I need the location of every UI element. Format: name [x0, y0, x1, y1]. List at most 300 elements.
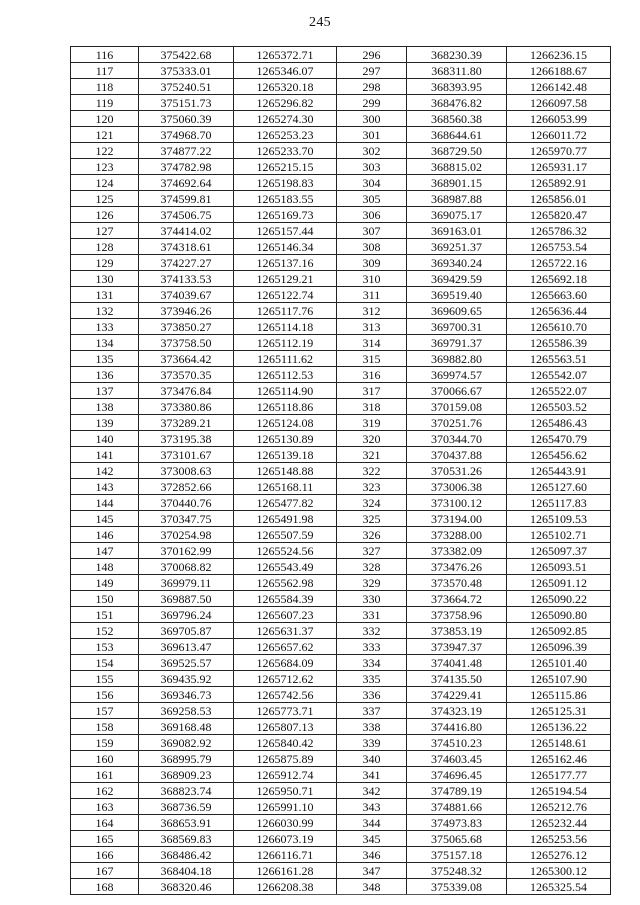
- table-cell-y-coordinate-left: 1265712.62: [234, 671, 337, 687]
- table-row: [71, 127, 611, 143]
- table-cell-point-number-right: 309: [337, 255, 407, 271]
- table-cell-y-coordinate-right: 1265177.77: [507, 767, 611, 783]
- table-cell-y-coordinate-right: 1265563.51: [507, 351, 611, 367]
- table-cell-point-number-left: 116: [71, 47, 139, 63]
- table-row: [71, 111, 611, 127]
- page-number: 245: [309, 15, 331, 30]
- table-cell-y-coordinate-right: 1265503.52: [507, 399, 611, 415]
- table-cell-point-number-right: 324: [337, 495, 407, 511]
- table-row: [71, 463, 611, 479]
- table-cell-y-coordinate-left: 1265477.82: [234, 495, 337, 511]
- table-cell-point-number-left: 121: [71, 127, 139, 143]
- table-cell-point-number-left: 120: [71, 111, 139, 127]
- table-cell-point-number-right: 317: [337, 383, 407, 399]
- table-cell-y-coordinate-left: 1265114.90: [234, 383, 337, 399]
- table-cell-point-number-left: 161: [71, 767, 139, 783]
- table-cell-x-coordinate-right: 375248.32: [407, 863, 507, 879]
- table-cell-y-coordinate-left: 1265491.98: [234, 511, 337, 527]
- table-cell-y-coordinate-left: 1265875.89: [234, 751, 337, 767]
- table-cell-x-coordinate-left: 369796.24: [139, 607, 234, 623]
- table-cell-point-number-left: 143: [71, 479, 139, 495]
- table-cell-y-coordinate-right: 1265663.60: [507, 287, 611, 303]
- table-cell-y-coordinate-right: 1265692.18: [507, 271, 611, 287]
- table-cell-x-coordinate-left: 373570.35: [139, 367, 234, 383]
- table-cell-x-coordinate-right: 370437.88: [407, 447, 507, 463]
- table-cell-y-coordinate-right: 1265093.51: [507, 559, 611, 575]
- table-cell-x-coordinate-left: 374506.75: [139, 207, 234, 223]
- table-cell-y-coordinate-left: 1265684.09: [234, 655, 337, 671]
- table-cell-x-coordinate-left: 373195.38: [139, 431, 234, 447]
- table-cell-x-coordinate-left: 374599.81: [139, 191, 234, 207]
- table-cell-y-coordinate-right: 1266188.67: [507, 63, 611, 79]
- table-cell-y-coordinate-left: 1266073.19: [234, 831, 337, 847]
- table-cell-y-coordinate-right: 1265212.76: [507, 799, 611, 815]
- table-cell-point-number-right: 327: [337, 543, 407, 559]
- table-cell-x-coordinate-right: 374416.80: [407, 719, 507, 735]
- table-cell-x-coordinate-left: 373476.84: [139, 383, 234, 399]
- table-row: [71, 879, 611, 895]
- table-cell-point-number-left: 122: [71, 143, 139, 159]
- table-cell-point-number-left: 152: [71, 623, 139, 639]
- table-row: [71, 351, 611, 367]
- table-cell-x-coordinate-right: 373570.48: [407, 575, 507, 591]
- table-cell-point-number-left: 140: [71, 431, 139, 447]
- table-cell-point-number-left: 138: [71, 399, 139, 415]
- table-cell-x-coordinate-left: 373664.42: [139, 351, 234, 367]
- table-cell-point-number-left: 141: [71, 447, 139, 463]
- table-row: [71, 511, 611, 527]
- table-cell-y-coordinate-right: 1265470.79: [507, 431, 611, 447]
- table-cell-point-number-left: 119: [71, 95, 139, 111]
- table-cell-point-number-left: 164: [71, 815, 139, 831]
- table-cell-point-number-left: 156: [71, 687, 139, 703]
- table-cell-point-number-left: 117: [71, 63, 139, 79]
- table-cell-point-number-right: 307: [337, 223, 407, 239]
- table-cell-x-coordinate-left: 375151.73: [139, 95, 234, 111]
- table-cell-point-number-right: 345: [337, 831, 407, 847]
- table-cell-y-coordinate-right: 1265117.83: [507, 495, 611, 511]
- table-cell-point-number-left: 133: [71, 319, 139, 335]
- table-cell-y-coordinate-right: 1265856.01: [507, 191, 611, 207]
- table-cell-point-number-left: 158: [71, 719, 139, 735]
- table-row: [71, 815, 611, 831]
- table-cell-point-number-left: 144: [71, 495, 139, 511]
- table-row: [71, 831, 611, 847]
- table-row: [71, 79, 611, 95]
- table-cell-y-coordinate-left: 1266161.28: [234, 863, 337, 879]
- table-row: [71, 543, 611, 559]
- table-cell-y-coordinate-left: 1265657.62: [234, 639, 337, 655]
- table-cell-x-coordinate-right: 373853.19: [407, 623, 507, 639]
- table-cell-y-coordinate-right: 1266236.15: [507, 47, 611, 63]
- table-cell-x-coordinate-right: 374973.83: [407, 815, 507, 831]
- table-cell-y-coordinate-right: 1265127.60: [507, 479, 611, 495]
- table-cell-x-coordinate-left: 369613.47: [139, 639, 234, 655]
- table-cell-x-coordinate-right: 373288.00: [407, 527, 507, 543]
- table-cell-y-coordinate-right: 1265586.39: [507, 335, 611, 351]
- table-cell-y-coordinate-left: 1265507.59: [234, 527, 337, 543]
- table-row: [71, 335, 611, 351]
- table-cell-x-coordinate-right: 374510.23: [407, 735, 507, 751]
- table-cell-y-coordinate-right: 1265115.86: [507, 687, 611, 703]
- table-cell-y-coordinate-left: 1265807.13: [234, 719, 337, 735]
- table-cell-point-number-right: 343: [337, 799, 407, 815]
- table-row: [71, 735, 611, 751]
- table-row: [71, 63, 611, 79]
- table-cell-y-coordinate-left: 1265584.39: [234, 591, 337, 607]
- table-row: [71, 287, 611, 303]
- table-cell-y-coordinate-left: 1265112.53: [234, 367, 337, 383]
- table-cell-point-number-left: 151: [71, 607, 139, 623]
- table-cell-y-coordinate-right: 1265148.61: [507, 735, 611, 751]
- table-cell-x-coordinate-left: 368486.42: [139, 847, 234, 863]
- table-cell-x-coordinate-left: 373289.21: [139, 415, 234, 431]
- table-cell-y-coordinate-left: 1265912.74: [234, 767, 337, 783]
- table-cell-y-coordinate-left: 1265296.82: [234, 95, 337, 111]
- table-cell-x-coordinate-left: 370347.75: [139, 511, 234, 527]
- table-cell-y-coordinate-left: 1265524.56: [234, 543, 337, 559]
- table-cell-y-coordinate-right: 1265097.37: [507, 543, 611, 559]
- table-cell-point-number-left: 165: [71, 831, 139, 847]
- table-cell-x-coordinate-left: 374877.22: [139, 143, 234, 159]
- table-cell-y-coordinate-left: 1265215.15: [234, 159, 337, 175]
- table-cell-point-number-left: 135: [71, 351, 139, 367]
- table-cell-x-coordinate-left: 374039.67: [139, 287, 234, 303]
- table-cell-y-coordinate-left: 1265129.21: [234, 271, 337, 287]
- table-cell-point-number-left: 147: [71, 543, 139, 559]
- table-cell-x-coordinate-right: 370066.67: [407, 383, 507, 399]
- table-cell-y-coordinate-left: 1265346.07: [234, 63, 337, 79]
- table-cell-point-number-right: 315: [337, 351, 407, 367]
- table-row: [71, 191, 611, 207]
- table-cell-point-number-right: 333: [337, 639, 407, 655]
- table-cell-x-coordinate-left: 373380.86: [139, 399, 234, 415]
- table-cell-point-number-left: 168: [71, 879, 139, 895]
- table-cell-x-coordinate-right: 373006.38: [407, 479, 507, 495]
- table-cell-x-coordinate-left: 370068.82: [139, 559, 234, 575]
- table-cell-y-coordinate-right: 1265107.90: [507, 671, 611, 687]
- table-row: [71, 303, 611, 319]
- table-cell-y-coordinate-right: 1265125.31: [507, 703, 611, 719]
- table-cell-point-number-right: 314: [337, 335, 407, 351]
- table-cell-point-number-right: 348: [337, 879, 407, 895]
- table-cell-point-number-left: 148: [71, 559, 139, 575]
- table-cell-point-number-right: 312: [337, 303, 407, 319]
- table-row: [71, 239, 611, 255]
- table-cell-y-coordinate-left: 1265950.71: [234, 783, 337, 799]
- table-cell-y-coordinate-left: 1265198.83: [234, 175, 337, 191]
- table-cell-x-coordinate-left: 374968.70: [139, 127, 234, 143]
- table-cell-y-coordinate-left: 1265991.10: [234, 799, 337, 815]
- table-cell-x-coordinate-right: 374696.45: [407, 767, 507, 783]
- table-cell-point-number-left: 149: [71, 575, 139, 591]
- table-cell-point-number-left: 136: [71, 367, 139, 383]
- table-cell-y-coordinate-left: 1265111.62: [234, 351, 337, 367]
- table-cell-x-coordinate-left: 369168.48: [139, 719, 234, 735]
- table-cell-y-coordinate-right: 1265456.62: [507, 447, 611, 463]
- table-cell-point-number-right: 347: [337, 863, 407, 879]
- table-row: [71, 223, 611, 239]
- table-cell-y-coordinate-left: 1266116.71: [234, 847, 337, 863]
- table-cell-point-number-right: 296: [337, 47, 407, 63]
- table-cell-y-coordinate-right: 1265162.46: [507, 751, 611, 767]
- table-row: [71, 399, 611, 415]
- table-cell-y-coordinate-left: 1265137.16: [234, 255, 337, 271]
- table-cell-point-number-left: 150: [71, 591, 139, 607]
- table-cell-x-coordinate-right: 373758.96: [407, 607, 507, 623]
- table-cell-y-coordinate-left: 1265631.37: [234, 623, 337, 639]
- table-cell-x-coordinate-right: 368311.80: [407, 63, 507, 79]
- table-cell-point-number-right: 300: [337, 111, 407, 127]
- table-cell-y-coordinate-left: 1265233.70: [234, 143, 337, 159]
- table-cell-x-coordinate-left: 374133.53: [139, 271, 234, 287]
- table-row: [71, 591, 611, 607]
- table-cell-point-number-right: 303: [337, 159, 407, 175]
- table-cell-y-coordinate-right: 1265092.85: [507, 623, 611, 639]
- table-row: [71, 639, 611, 655]
- table-cell-x-coordinate-left: 374414.02: [139, 223, 234, 239]
- table-cell-point-number-right: 308: [337, 239, 407, 255]
- table-cell-x-coordinate-left: 373101.67: [139, 447, 234, 463]
- table-row: [71, 799, 611, 815]
- table-cell-x-coordinate-left: 369979.11: [139, 575, 234, 591]
- table-cell-point-number-left: 129: [71, 255, 139, 271]
- table-cell-x-coordinate-right: 374229.41: [407, 687, 507, 703]
- table-cell-point-number-right: 321: [337, 447, 407, 463]
- table-cell-x-coordinate-left: 373008.63: [139, 463, 234, 479]
- table-cell-x-coordinate-right: 370531.26: [407, 463, 507, 479]
- table-cell-y-coordinate-right: 1265091.12: [507, 575, 611, 591]
- table-cell-y-coordinate-left: 1265168.11: [234, 479, 337, 495]
- table-cell-y-coordinate-left: 1266030.99: [234, 815, 337, 831]
- table-cell-point-number-right: 330: [337, 591, 407, 607]
- coordinates-table: [70, 46, 611, 895]
- table-cell-y-coordinate-right: 1265786.32: [507, 223, 611, 239]
- table-cell-point-number-right: 332: [337, 623, 407, 639]
- table-cell-y-coordinate-right: 1265522.07: [507, 383, 611, 399]
- table-cell-point-number-right: 329: [337, 575, 407, 591]
- table-row: [71, 207, 611, 223]
- table-cell-point-number-left: 130: [71, 271, 139, 287]
- table-cell-point-number-left: 142: [71, 463, 139, 479]
- table-cell-point-number-left: 167: [71, 863, 139, 879]
- table-cell-x-coordinate-left: 368404.18: [139, 863, 234, 879]
- table-cell-x-coordinate-right: 369791.37: [407, 335, 507, 351]
- table-cell-y-coordinate-right: 1265109.53: [507, 511, 611, 527]
- table-row: [71, 159, 611, 175]
- table-cell-y-coordinate-right: 1265232.44: [507, 815, 611, 831]
- table-cell-point-number-right: 311: [337, 287, 407, 303]
- table-cell-point-number-left: 154: [71, 655, 139, 671]
- table-cell-y-coordinate-right: 1265090.80: [507, 607, 611, 623]
- table-cell-point-number-right: 302: [337, 143, 407, 159]
- table-cell-y-coordinate-right: 1265722.16: [507, 255, 611, 271]
- table-cell-point-number-right: 340: [337, 751, 407, 767]
- coordinates-table-body: [71, 47, 611, 895]
- table-row: [71, 863, 611, 879]
- table-row: [71, 719, 611, 735]
- table-cell-point-number-right: 344: [337, 815, 407, 831]
- table-row: [71, 319, 611, 335]
- table-cell-x-coordinate-left: 368653.91: [139, 815, 234, 831]
- table-cell-x-coordinate-left: 372852.66: [139, 479, 234, 495]
- table-cell-x-coordinate-right: 369609.65: [407, 303, 507, 319]
- table-row: [71, 431, 611, 447]
- table-cell-y-coordinate-right: 1265300.12: [507, 863, 611, 879]
- table-cell-y-coordinate-right: 1265931.17: [507, 159, 611, 175]
- table-row: [71, 623, 611, 639]
- table-cell-y-coordinate-left: 1265607.23: [234, 607, 337, 623]
- table-cell-y-coordinate-left: 1265146.34: [234, 239, 337, 255]
- table-cell-y-coordinate-left: 1265562.98: [234, 575, 337, 591]
- table-cell-x-coordinate-left: 370254.98: [139, 527, 234, 543]
- table-row: [71, 271, 611, 287]
- table-cell-y-coordinate-right: 1265253.56: [507, 831, 611, 847]
- table-row: [71, 47, 611, 63]
- table-row: [71, 95, 611, 111]
- table-cell-x-coordinate-right: 373194.00: [407, 511, 507, 527]
- table-cell-y-coordinate-left: 1265742.56: [234, 687, 337, 703]
- table-cell-x-coordinate-right: 368729.50: [407, 143, 507, 159]
- table-cell-y-coordinate-right: 1265101.40: [507, 655, 611, 671]
- table-cell-x-coordinate-right: 373476.26: [407, 559, 507, 575]
- table-cell-x-coordinate-right: 369974.57: [407, 367, 507, 383]
- table-row: [71, 751, 611, 767]
- table-cell-x-coordinate-right: 369519.40: [407, 287, 507, 303]
- table-cell-y-coordinate-right: 1265102.71: [507, 527, 611, 543]
- table-cell-point-number-right: 338: [337, 719, 407, 735]
- table-cell-y-coordinate-left: 1265253.23: [234, 127, 337, 143]
- table-cell-x-coordinate-left: 368823.74: [139, 783, 234, 799]
- table-cell-point-number-right: 319: [337, 415, 407, 431]
- table-cell-point-number-left: 118: [71, 79, 139, 95]
- table-cell-point-number-left: 157: [71, 703, 139, 719]
- table-cell-x-coordinate-left: 369082.92: [139, 735, 234, 751]
- table-row: [71, 255, 611, 271]
- table-cell-y-coordinate-left: 1265148.88: [234, 463, 337, 479]
- table-cell-x-coordinate-left: 368995.79: [139, 751, 234, 767]
- table-cell-point-number-right: 325: [337, 511, 407, 527]
- table-cell-x-coordinate-left: 374318.61: [139, 239, 234, 255]
- table-cell-point-number-left: 123: [71, 159, 139, 175]
- table-cell-y-coordinate-left: 1266208.38: [234, 879, 337, 895]
- table-cell-point-number-right: 346: [337, 847, 407, 863]
- table-cell-x-coordinate-left: 370162.99: [139, 543, 234, 559]
- table-row: [71, 175, 611, 191]
- table-cell-point-number-left: 126: [71, 207, 139, 223]
- table-cell-y-coordinate-left: 1265114.18: [234, 319, 337, 335]
- table-cell-point-number-right: 306: [337, 207, 407, 223]
- table-cell-x-coordinate-right: 368393.95: [407, 79, 507, 95]
- table-cell-y-coordinate-left: 1265274.30: [234, 111, 337, 127]
- table-cell-x-coordinate-right: 370344.70: [407, 431, 507, 447]
- table-cell-point-number-right: 328: [337, 559, 407, 575]
- table-cell-y-coordinate-left: 1265183.55: [234, 191, 337, 207]
- table-cell-y-coordinate-left: 1265773.71: [234, 703, 337, 719]
- table-cell-x-coordinate-right: 370251.76: [407, 415, 507, 431]
- table-cell-x-coordinate-left: 368569.83: [139, 831, 234, 847]
- table-cell-x-coordinate-right: 369429.59: [407, 271, 507, 287]
- table-cell-x-coordinate-right: 368476.82: [407, 95, 507, 111]
- table-cell-point-number-right: 341: [337, 767, 407, 783]
- table-cell-x-coordinate-left: 368736.59: [139, 799, 234, 815]
- table-cell-x-coordinate-right: 369882.80: [407, 351, 507, 367]
- table-cell-point-number-right: 323: [337, 479, 407, 495]
- table-cell-x-coordinate-right: 368815.02: [407, 159, 507, 175]
- table-cell-point-number-right: 313: [337, 319, 407, 335]
- table-cell-x-coordinate-left: 375240.51: [139, 79, 234, 95]
- table-row: [71, 767, 611, 783]
- table-cell-y-coordinate-right: 1265820.47: [507, 207, 611, 223]
- table-cell-x-coordinate-right: 373947.37: [407, 639, 507, 655]
- table-cell-point-number-right: 322: [337, 463, 407, 479]
- table-cell-x-coordinate-left: 370440.76: [139, 495, 234, 511]
- table-cell-point-number-left: 163: [71, 799, 139, 815]
- table-cell-point-number-right: 305: [337, 191, 407, 207]
- table-cell-x-coordinate-left: 369705.87: [139, 623, 234, 639]
- table-cell-point-number-left: 125: [71, 191, 139, 207]
- table-cell-point-number-left: 127: [71, 223, 139, 239]
- table-cell-x-coordinate-right: 368560.38: [407, 111, 507, 127]
- table-cell-x-coordinate-right: 375339.08: [407, 879, 507, 895]
- table-cell-y-coordinate-left: 1265320.18: [234, 79, 337, 95]
- table-cell-point-number-right: 337: [337, 703, 407, 719]
- table-cell-y-coordinate-right: 1265636.44: [507, 303, 611, 319]
- table-cell-x-coordinate-right: 374789.19: [407, 783, 507, 799]
- table-cell-x-coordinate-right: 373100.12: [407, 495, 507, 511]
- table-cell-y-coordinate-right: 1265096.39: [507, 639, 611, 655]
- table-cell-y-coordinate-left: 1265372.71: [234, 47, 337, 63]
- table-cell-point-number-right: 331: [337, 607, 407, 623]
- table-cell-x-coordinate-left: 369887.50: [139, 591, 234, 607]
- table-cell-x-coordinate-left: 375333.01: [139, 63, 234, 79]
- table-cell-point-number-right: 298: [337, 79, 407, 95]
- table-cell-point-number-right: 299: [337, 95, 407, 111]
- table-cell-point-number-left: 139: [71, 415, 139, 431]
- table-cell-point-number-left: 146: [71, 527, 139, 543]
- table-cell-x-coordinate-left: 368320.46: [139, 879, 234, 895]
- table-cell-y-coordinate-right: 1265325.54: [507, 879, 611, 895]
- table-cell-y-coordinate-right: 1265610.70: [507, 319, 611, 335]
- table-cell-x-coordinate-right: 369251.37: [407, 239, 507, 255]
- table-cell-x-coordinate-right: 375065.68: [407, 831, 507, 847]
- table-cell-x-coordinate-left: 375060.39: [139, 111, 234, 127]
- table-cell-x-coordinate-left: 373946.26: [139, 303, 234, 319]
- table-cell-x-coordinate-right: 369075.17: [407, 207, 507, 223]
- table-cell-x-coordinate-right: 374881.66: [407, 799, 507, 815]
- table-cell-y-coordinate-right: 1265892.91: [507, 175, 611, 191]
- table-cell-y-coordinate-right: 1265753.54: [507, 239, 611, 255]
- table-cell-y-coordinate-left: 1265157.44: [234, 223, 337, 239]
- table-cell-y-coordinate-left: 1265543.49: [234, 559, 337, 575]
- table-row: [71, 559, 611, 575]
- table-cell-point-number-left: 131: [71, 287, 139, 303]
- table-cell-point-number-right: 297: [337, 63, 407, 79]
- table-cell-x-coordinate-left: 373850.27: [139, 319, 234, 335]
- table-cell-point-number-left: 162: [71, 783, 139, 799]
- footer-rule: [280, 894, 440, 895]
- table-cell-x-coordinate-right: 374603.45: [407, 751, 507, 767]
- table-cell-point-number-right: 339: [337, 735, 407, 751]
- table-cell-y-coordinate-right: 1266142.48: [507, 79, 611, 95]
- table-row: [71, 655, 611, 671]
- table-cell-x-coordinate-right: 374041.48: [407, 655, 507, 671]
- table-cell-y-coordinate-left: 1265112.19: [234, 335, 337, 351]
- table-cell-x-coordinate-left: 369435.92: [139, 671, 234, 687]
- table-row: [71, 703, 611, 719]
- table-cell-x-coordinate-right: 368644.61: [407, 127, 507, 143]
- table-row: [71, 671, 611, 687]
